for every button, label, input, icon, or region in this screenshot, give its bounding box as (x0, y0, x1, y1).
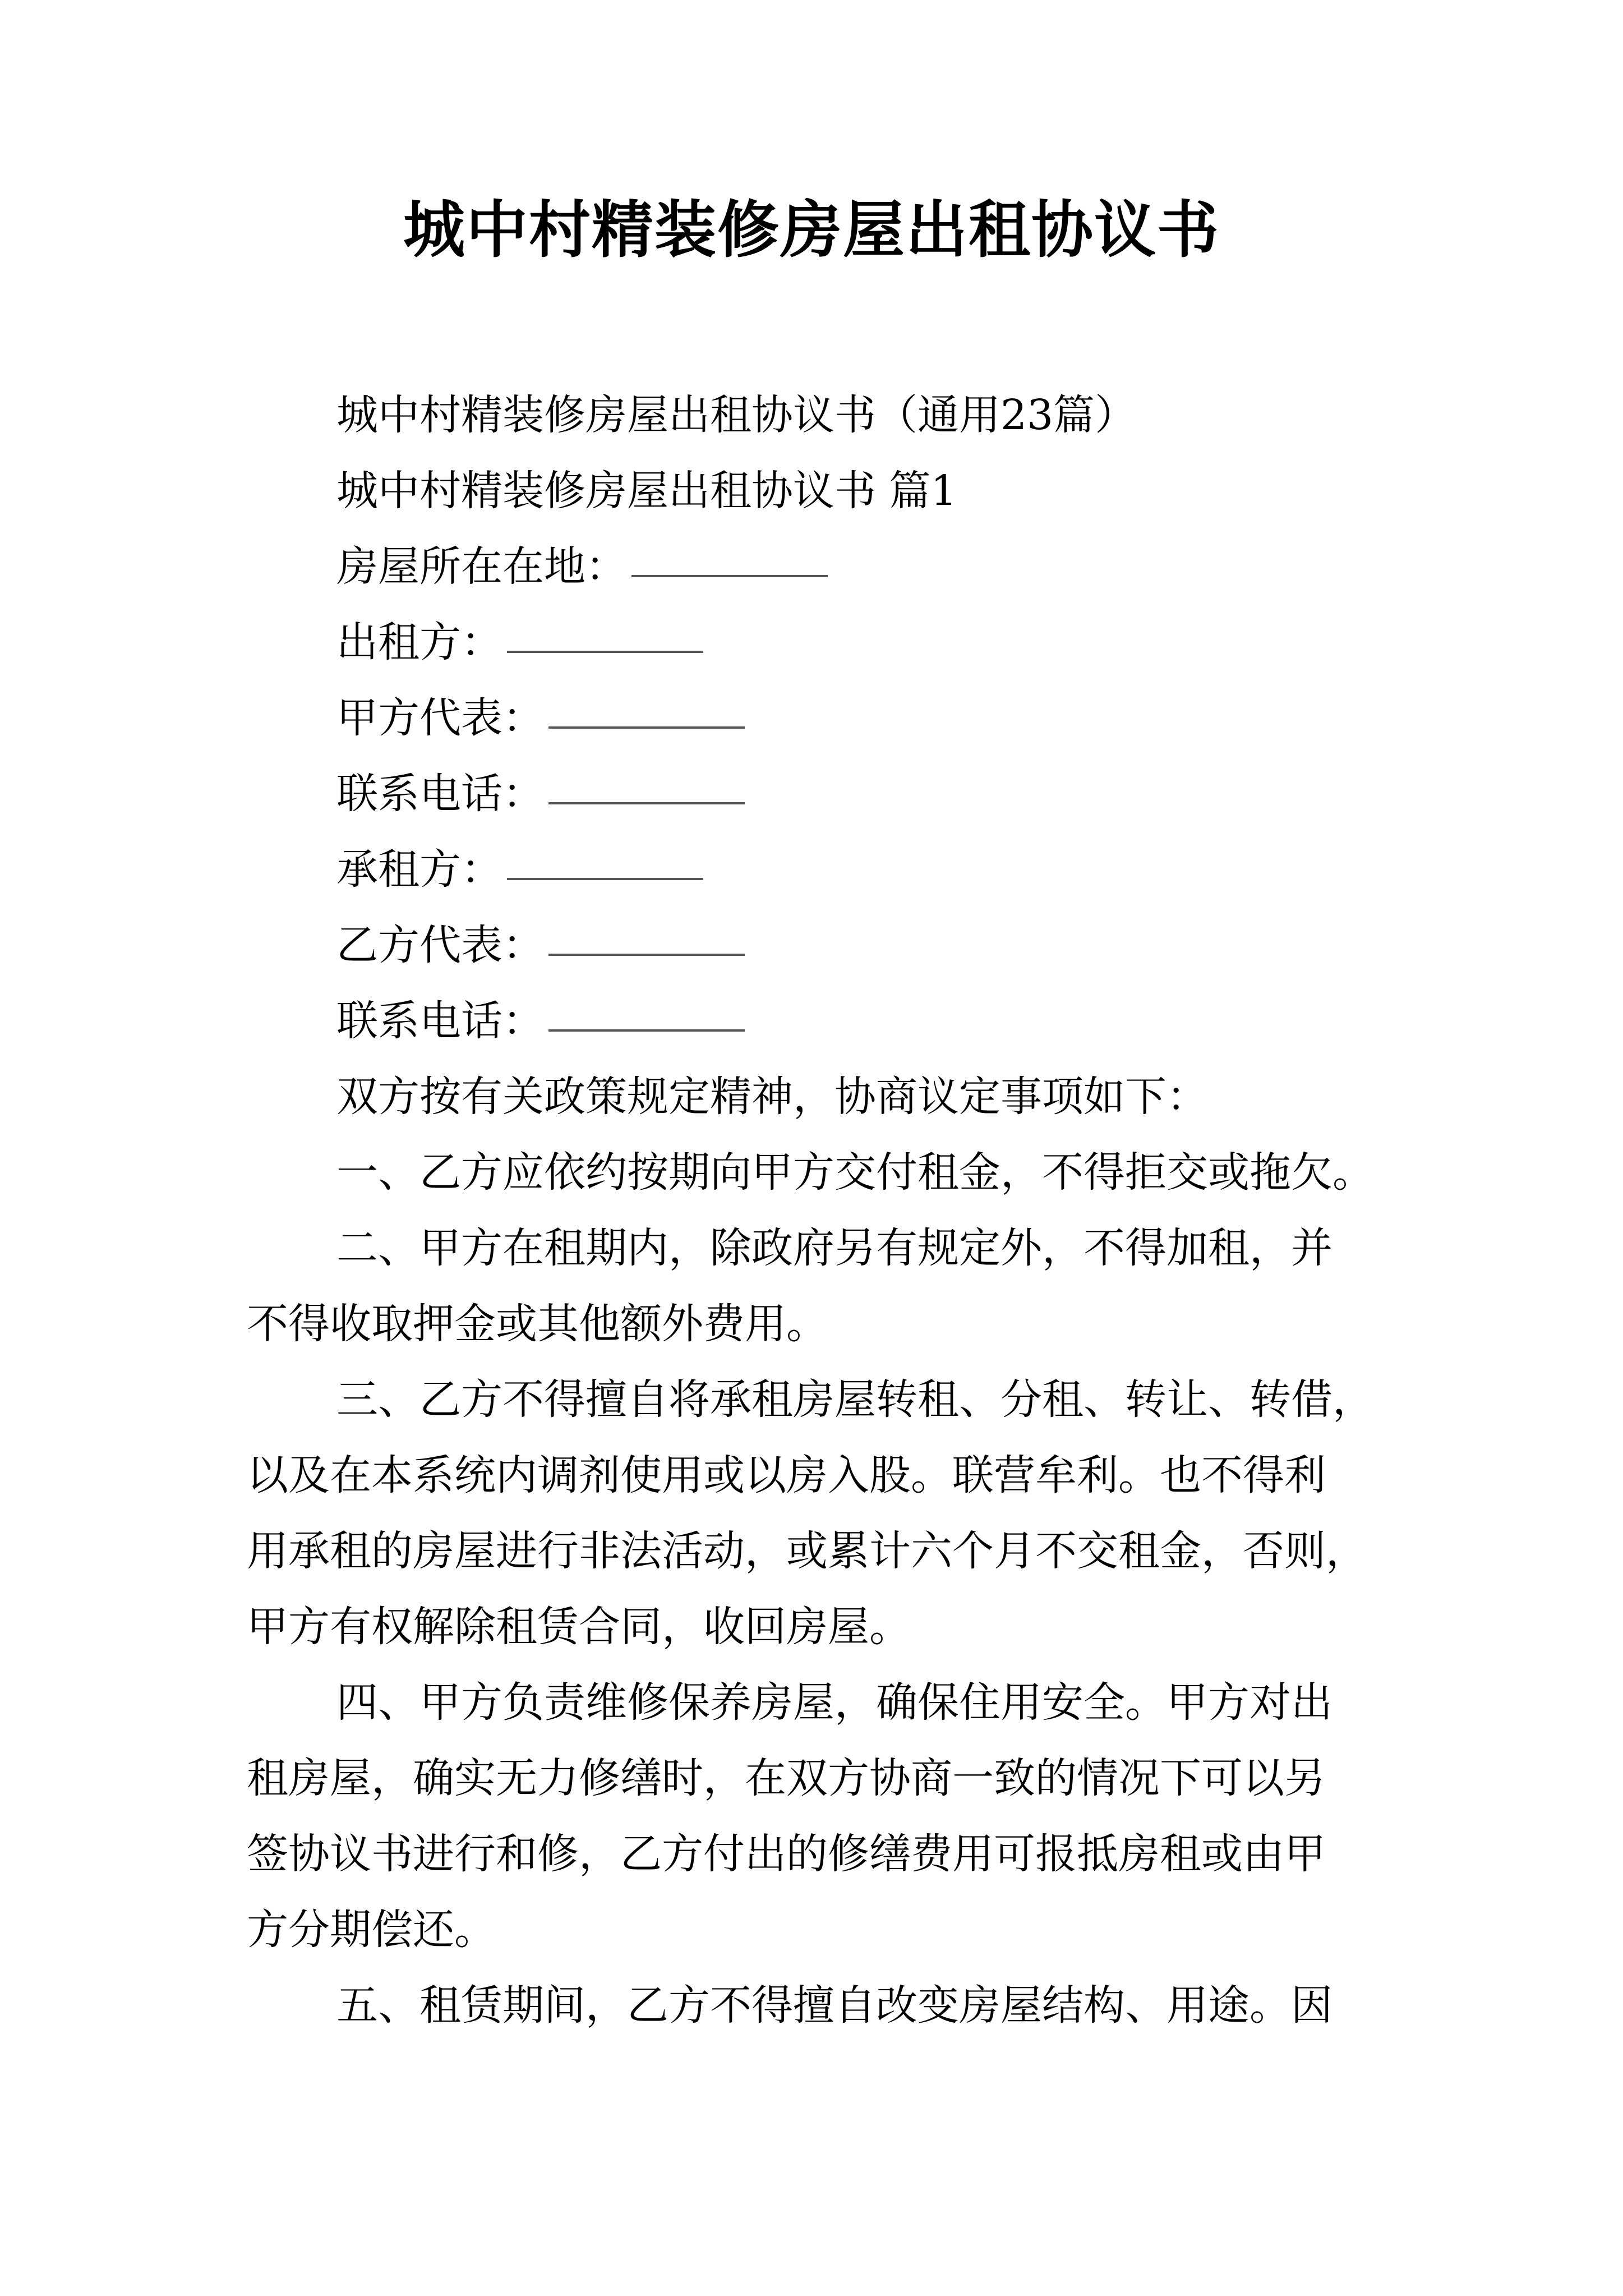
body-line: 以及在本系统内调剂使用或以房入股。联营牟利。也不得利 (247, 1451, 1326, 1499)
fill-in-blank (507, 648, 703, 653)
fill-in-blank (548, 1027, 745, 1032)
body-line: 租房屋，确实无力修缮时，在双方协商一致的情况下可以另 (247, 1754, 1326, 1802)
field-party-b-rep (336, 917, 745, 973)
field-lessee (336, 841, 703, 898)
body-line: 三、乙方不得擅自将承租房屋转租、分租、转让、转借， (336, 1375, 1374, 1424)
section-heading: 城中村精装修房屋出租协议书 篇1 (336, 467, 957, 515)
document-title: 城中村精装修房屋出租协议书 (403, 194, 1220, 266)
field-label: 乙方代表： (336, 921, 544, 969)
field-lessor (336, 614, 703, 670)
body-line: 二、甲方在租期内，除政府另有规定外，不得加租，并 (336, 1224, 1332, 1272)
body-line: 四、甲方负责维修保养房屋，确保住用安全。甲方对出 (336, 1678, 1332, 1727)
body-line: 签协议书进行和修，乙方付出的修缮费用可报抵房租或由甲 (247, 1830, 1326, 1878)
fill-in-blank (548, 800, 745, 804)
body-line: 方分期偿还。 (247, 1906, 496, 1954)
fill-in-blank (631, 573, 828, 577)
body-line: 不得收取押金或其他额外费用。 (247, 1300, 828, 1348)
body-line: 双方按有关政策规定精神，协商议定事项如下： (336, 1073, 1208, 1121)
field-label: 出租方： (336, 618, 502, 666)
field-label: 甲方代表： (336, 694, 544, 742)
document-subtitle: 城中村精装修房屋出租协议书（通用23篇） (336, 391, 1137, 439)
field-phone-a (336, 766, 745, 822)
fill-in-blank (548, 951, 745, 956)
field-label: 承租方： (336, 845, 502, 894)
field-label: 联系电话： (336, 770, 544, 818)
body-line: 用承租的房屋进行非法活动，或累计六个月不交租金，否则， (247, 1527, 1367, 1575)
fill-in-blank (507, 876, 703, 880)
field-label: 联系电话： (336, 997, 544, 1045)
fill-in-blank (548, 724, 745, 729)
body-line: 五、租赁期间，乙方不得擅自改变房屋结构、用途。因 (336, 1981, 1332, 2030)
field-address (336, 539, 828, 595)
body-line: 一、乙方应依约按期向甲方交付租金，不得拒交或拖欠。 (336, 1148, 1374, 1197)
field-phone-b (336, 993, 745, 1049)
field-party-a-rep (336, 690, 745, 746)
body-line: 甲方有权解除租赁合同，收回房屋。 (247, 1603, 911, 1651)
field-label: 房屋所在在地： (336, 542, 627, 591)
